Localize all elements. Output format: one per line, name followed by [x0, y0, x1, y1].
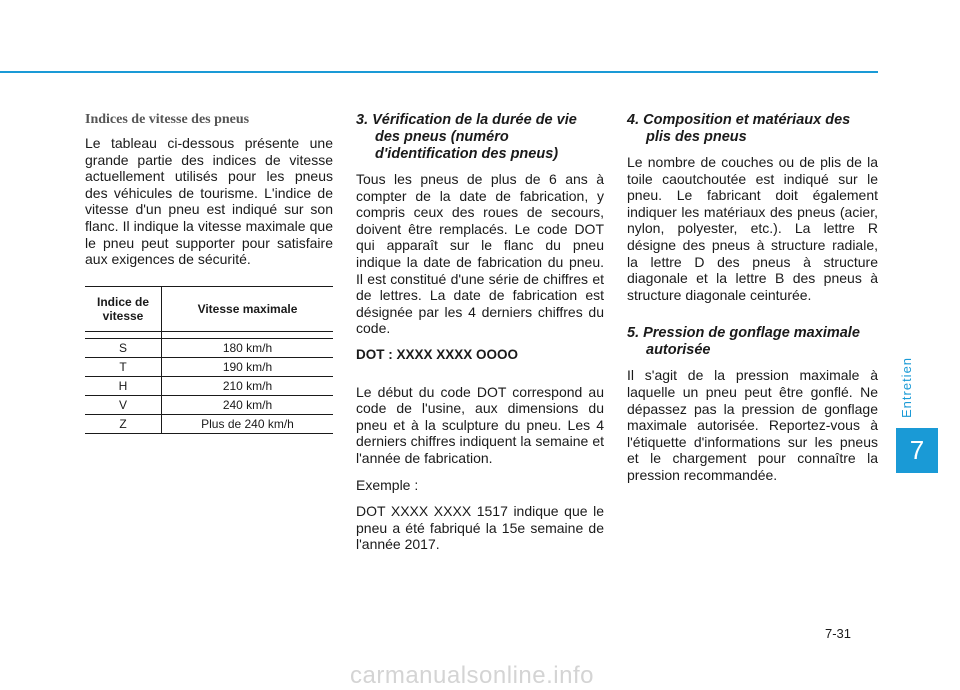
- table-header-row: [85, 286, 333, 331]
- header-speed-index: Indice de vitesse: [85, 286, 162, 331]
- cell-index: V: [85, 395, 162, 414]
- cell-speed: 190 km/h: [162, 357, 334, 376]
- cell-speed: Plus de 240 km/h: [162, 414, 334, 433]
- header-max-speed: Vitesse maximale: [162, 286, 334, 331]
- example-label: Exemple :: [356, 476, 419, 493]
- paragraph-speed-intro: Le tableau ci-dessous présente une grande partie des indices de vitesse actuellement utilisés pour les pneus des véhicules de tourisme. L'indice de vitesse d'un pneu est indiqué sur son flanc. Il indique la vitesse maximale que le pneu peut supporter pour satisfaire aux exigences de sécurité.: [85, 135, 333, 268]
- cell-index: Z: [85, 414, 162, 433]
- example-text: DOT XXXX XXXX 1517 indique que le pneu a été fabriqué la 15e semaine de l'année 2017.: [356, 503, 604, 553]
- cell-index: T: [85, 357, 162, 376]
- paragraph-ply: Le nombre de couches ou de plis de la toile caoutchoutée est indiqué sur le pneu. Le fabricant doit également indiquer les matériaux des pneus (acier, nylon, polyester, etc.). La lettre R désigne des pneus à structure radiale, la lettre D des pneus à structure diagonale et la lettre B des pneus à structure diagonale ceinturée.: [627, 154, 878, 303]
- table-gap-row: [85, 331, 333, 338]
- section-heading-pressure: 5. Pression de gonflage maximale autorisée: [627, 325, 860, 359]
- cell-index: H: [85, 376, 162, 395]
- cell-speed: 210 km/h: [162, 376, 334, 395]
- section-heading-speed: Indices de vitesse des pneus: [85, 112, 250, 127]
- table-row: [85, 376, 333, 395]
- cell-speed: 180 km/h: [162, 338, 334, 357]
- section-heading-ply: 4. Composition et matériaux des plis des pneus: [627, 112, 851, 145]
- column-tire-age: [356, 112, 604, 563]
- paragraph-tire-age: Tous les pneus de plus de 6 ans à compter de la date de fabrication, y compris ceux des roues de secours, doivent être remplacés. Le code DOT qui apparaît sur le flanc du pneu indique la date de fabrication du pneu. Il est constitué d'une série de chiffres et de lettres. La date de fabrication est désignée par les 4 derniers chiffres du code.: [356, 171, 604, 337]
- table-row: [85, 357, 333, 376]
- section-heading-tire-age: 3. Vérification de la durée de vie des pneus (numéro d'identification des pneus): [356, 112, 577, 162]
- page-number: 7-31: [825, 626, 852, 641]
- cell-index: S: [85, 338, 162, 357]
- table-row: [85, 395, 333, 414]
- table-row: [85, 338, 333, 357]
- watermark: carmanualsonline.info: [350, 662, 594, 689]
- column-speed-ratings: [85, 112, 333, 434]
- column-ply-pressure: [627, 112, 878, 494]
- chapter-label: Entretien: [899, 356, 914, 418]
- top-rule: [0, 71, 878, 73]
- speed-rating-table: [85, 286, 333, 434]
- dot-code-example: DOT : XXXX XXXX OOOO: [356, 346, 519, 362]
- paragraph-pressure: Il s'agit de la pression maximale à laquelle un pneu peut être gonflé. Ne dépassez pas la pression de gonflage maximale autorisée. Reportez-vous à l'étiquette d'informations sur les pneus et le chargement pour connaître la pression recommandée.: [627, 367, 878, 483]
- cell-speed: 240 km/h: [162, 395, 334, 414]
- chapter-tab: 7: [896, 428, 938, 473]
- table-row: [85, 414, 333, 433]
- paragraph-dot-explanation: Le début du code DOT correspond au code de l'usine, aux dimensions du pneu et à la sculpture du pneu. Les 4 derniers chiffres indiquent la semaine et l'année de fabrication.: [356, 383, 604, 466]
